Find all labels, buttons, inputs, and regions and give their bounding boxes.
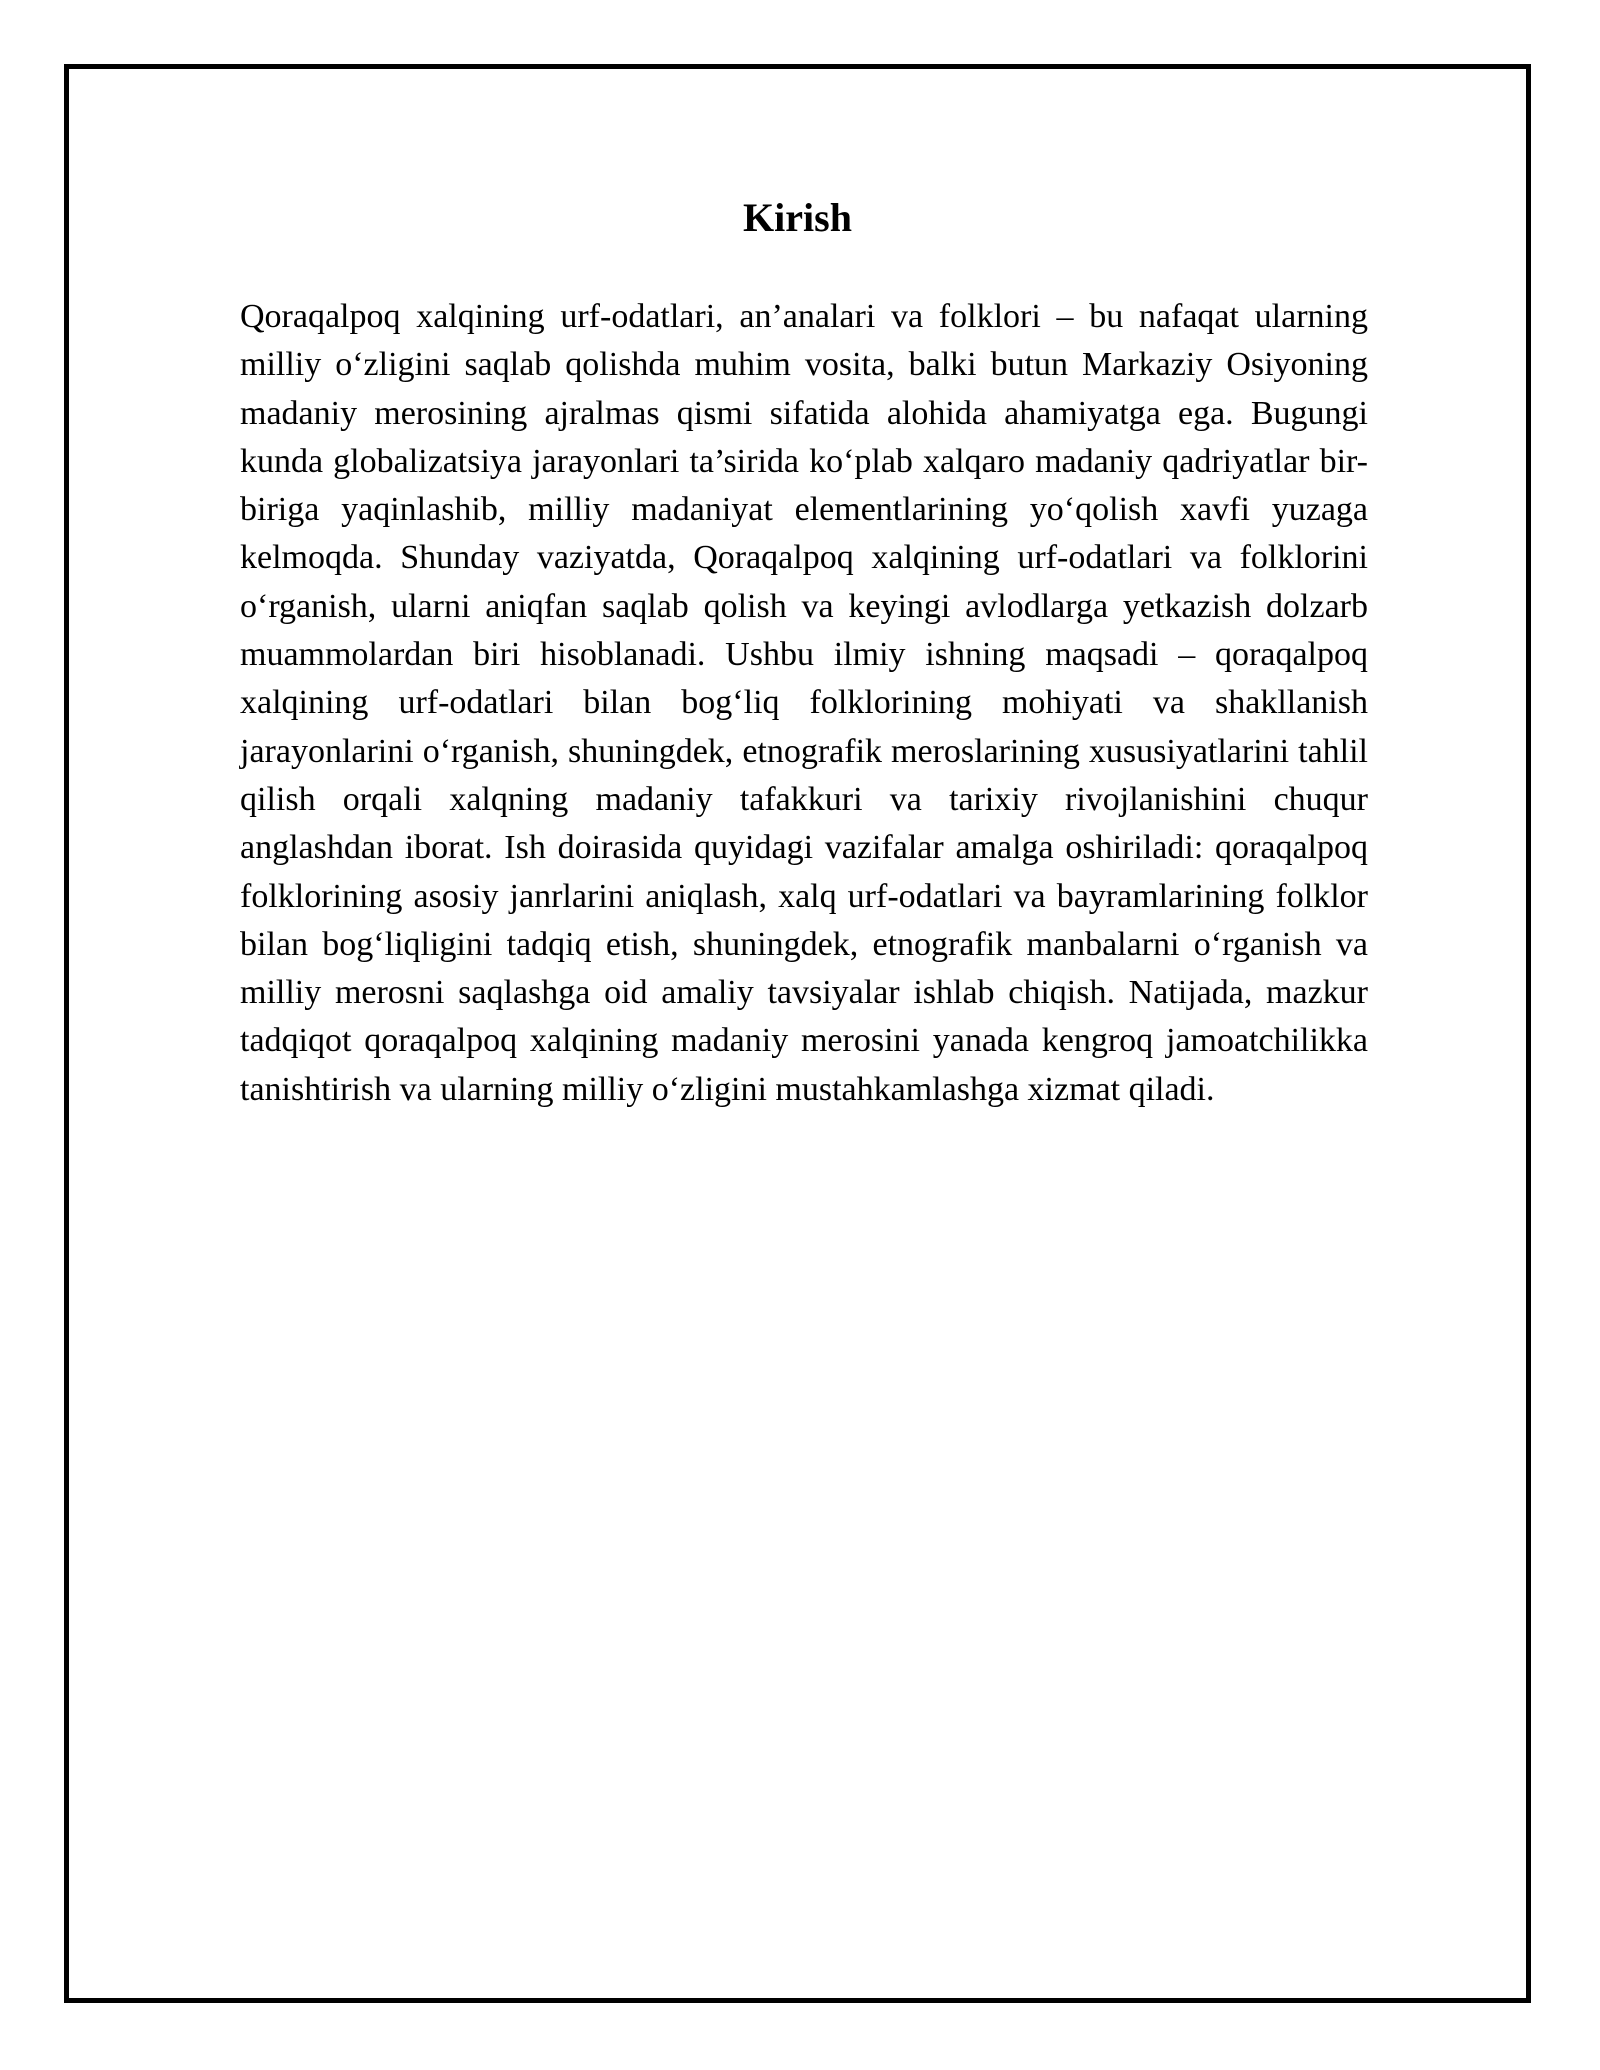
page-title: Kirish	[743, 195, 852, 240]
page-frame	[64, 64, 1531, 2003]
body-paragraph: Qoraqalpoq xalqining urf-odatlari, an’analari va folklori – bu nafaqat ularning milliy o‘zligini saqlab qolishda muhim vosita, balki butun Markaziy Osiyoning madaniy merosining ajralmas qismi sifatida alohida ahamiyatga ega. Bugungi kunda globalizatsiya jarayonlari ta’sirida ko‘plab xalqaro madaniy qadriyatlar bir-biriga yaqinlashib, milliy madaniyat elementlarining yo‘qolish xavfi yuzaga kelmoqda. Shunday vaziyatda, Qoraqalpoq xalqining urf-odatlari va folklorini o‘rganish, ularni aniqfan saqlab qolish va keyingi avlodlarga yetkazish dolzarb muammolardan biri hisoblanadi. Ushbu ilmiy ishning maqsadi – qoraqalpoq xalqining urf-odatlari bilan bog‘liq folklorining mohiyati va shakllanish jarayonlarini o‘rganish, shuningdek, etnografik meroslarining xususiyatlarini tahlil qilish orqali xalqning madaniy tafakkuri va tarixiy rivojlanishini chuqur anglashdan iborat. Ish doirasida quyidagi vazifalar amalga oshiriladi: qoraqalpoq folklorining asosiy janrlarini aniqlash, xalq urf-odatlari va bayramlarining folklor bilan bog‘liqligini tadqiq etish, shuningdek, etnografik manbalarni o‘rganish va milliy merosni saqlashga oid amaliy tavsiyalar ishlab chiqish. Natijada, mazkur tadqiqot qoraqalpoq xalqining madaniy merosini yanada kengroq jamoatchilikka tanishtirish va ularning milliy o‘zligini mustahkamlashga xizmat qiladi.	[240, 298, 1368, 1108]
